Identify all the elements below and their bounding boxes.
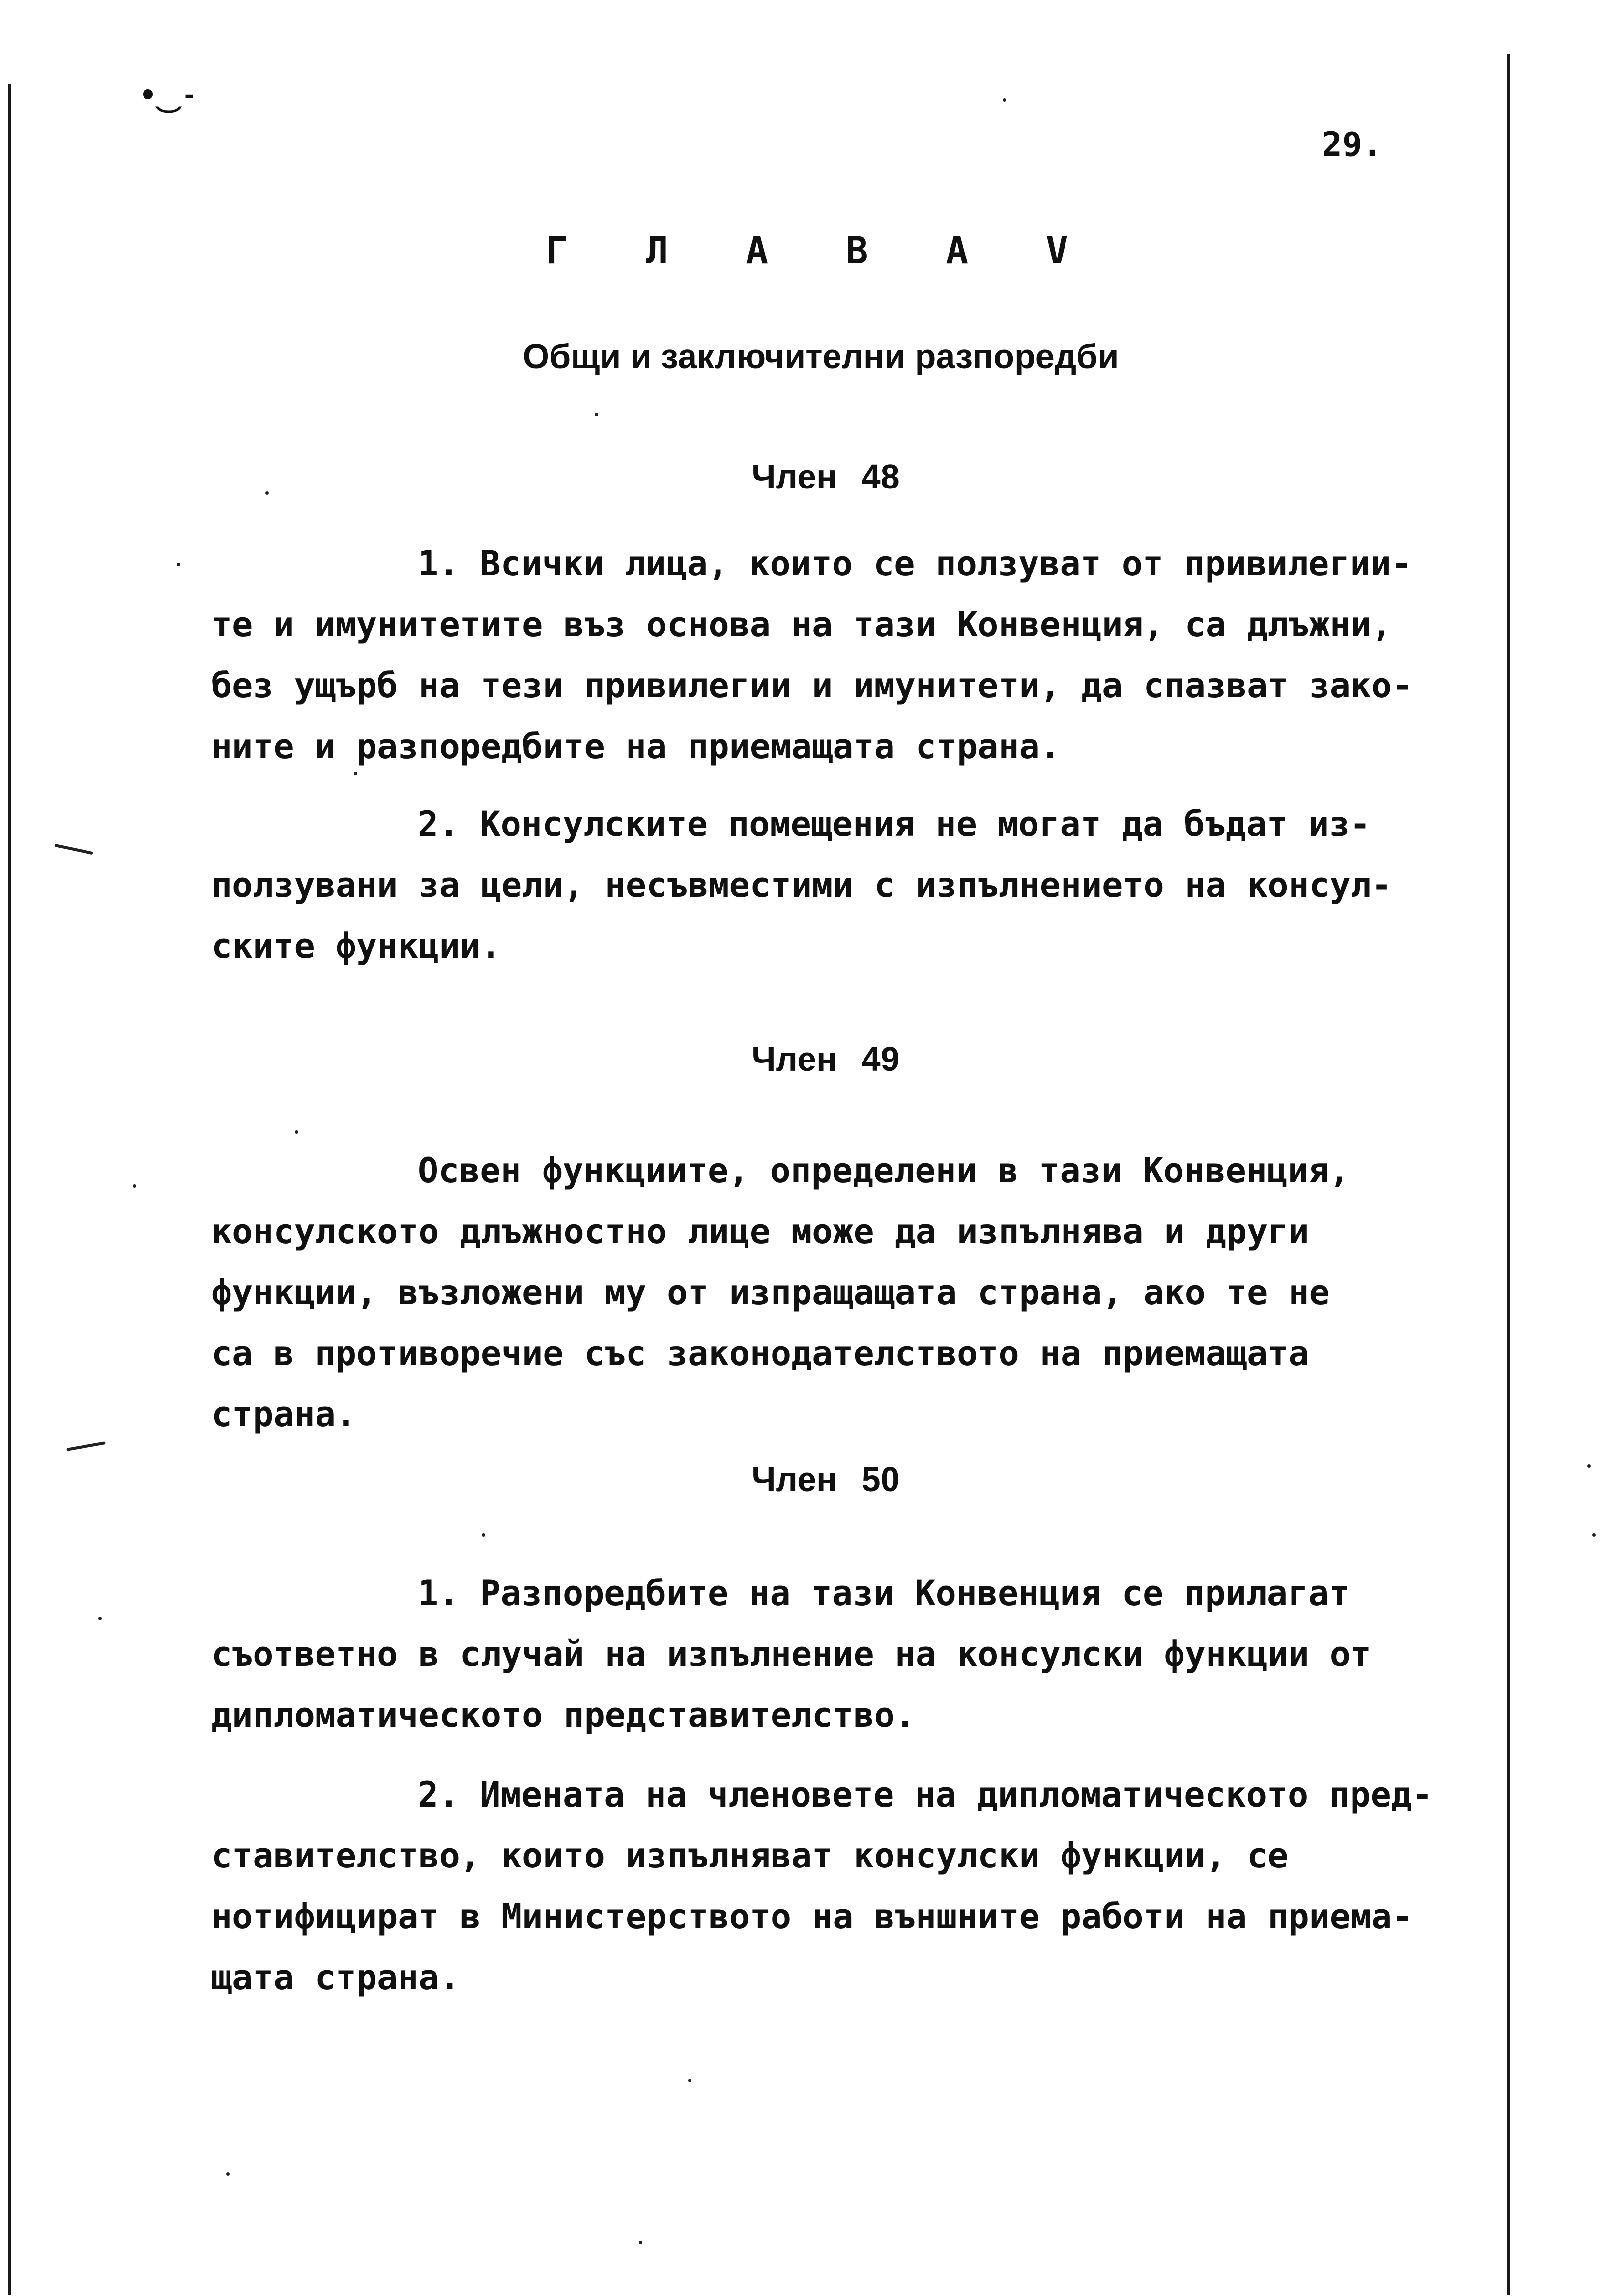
paragraph-line: консулското длъжностно лице може да изпълнява и други (211, 1211, 1309, 1252)
scan-speck (688, 2079, 691, 2082)
article-paragraph (211, 1140, 1509, 1445)
scan-speck (1587, 1464, 1591, 1468)
left-margin-line (8, 84, 11, 2295)
paragraph-line: 2. Консулските помещения не могат да бъдат из- (418, 804, 1371, 844)
paragraph-line: те и имунитетите въз основа на тази Конвенция, са длъжни, (211, 604, 1392, 645)
paragraph-line: ползувани за цели, несъвместими с изпълнението на консул- (211, 865, 1392, 905)
scan-speck (177, 563, 180, 566)
scan-speck (98, 1617, 102, 1620)
article-heading: Член 48 (751, 458, 900, 496)
paragraph-line: ставителство, които изпълняват консулски функции, се (211, 1836, 1289, 1876)
article-heading: Член 49 (751, 1040, 900, 1078)
paragraph-line: дипломатическото представителство. (211, 1695, 916, 1735)
scan-speck (595, 413, 598, 416)
scan-speck (639, 2241, 642, 2244)
scan-speck (1003, 98, 1006, 102)
scan-speck (295, 1130, 298, 1134)
paragraph-line: страна. (211, 1394, 357, 1435)
paragraph-line: 1. Разпоредбите на тази Конвенция се прилагат (418, 1573, 1350, 1613)
paragraph-line: ските функции. (211, 926, 502, 966)
paragraph-line: 2. Имената на членовете на дипломатическото пред- (418, 1775, 1433, 1815)
scan-speck (265, 491, 269, 495)
article-paragraph (211, 1764, 1509, 2008)
section-title: Общи и заключителни разпоредби (522, 337, 1119, 375)
scan-artifact (54, 844, 93, 855)
scan-speck (133, 1184, 136, 1188)
scan-speck (482, 1533, 485, 1537)
corner-scan-mark: •͜ ˗ (138, 74, 200, 114)
article-heading: Член 50 (751, 1460, 900, 1498)
paragraph-line: функции, възложени му от изпращащата страна, ако те не (211, 1272, 1330, 1313)
paragraph-line: ните и разпоредбите на приемащата страна. (211, 726, 1061, 767)
paragraph-line: нотифицират в Министерството на външните работи на приема- (211, 1896, 1413, 1937)
paragraph-line: без ущърб на тези привилегии и имунитети, да спазват зако- (211, 665, 1413, 706)
paragraph-line: Освен функциите, определени в тази Конвенция, (418, 1150, 1350, 1191)
paragraph-line: щата страна. (211, 1957, 460, 1998)
article-paragraph (211, 794, 1509, 976)
scan-artifact (66, 1441, 106, 1451)
scan-speck (226, 2172, 230, 2176)
scan-speck (354, 772, 357, 775)
article-paragraph (211, 1563, 1509, 1746)
paragraph-line: съответно в случай на изпълнение на консулски функции от (211, 1634, 1372, 1674)
paragraph-line: са в противоречие със законодателството на приемащата (211, 1333, 1309, 1374)
article-paragraph (211, 533, 1509, 777)
paragraph-line: 1. Всички лица, които се ползуват от привилегии- (418, 544, 1412, 584)
scan-speck (1592, 1533, 1596, 1537)
page-number: 29. (1322, 125, 1382, 164)
chapter-title: Г Л А В А V (546, 229, 1096, 272)
